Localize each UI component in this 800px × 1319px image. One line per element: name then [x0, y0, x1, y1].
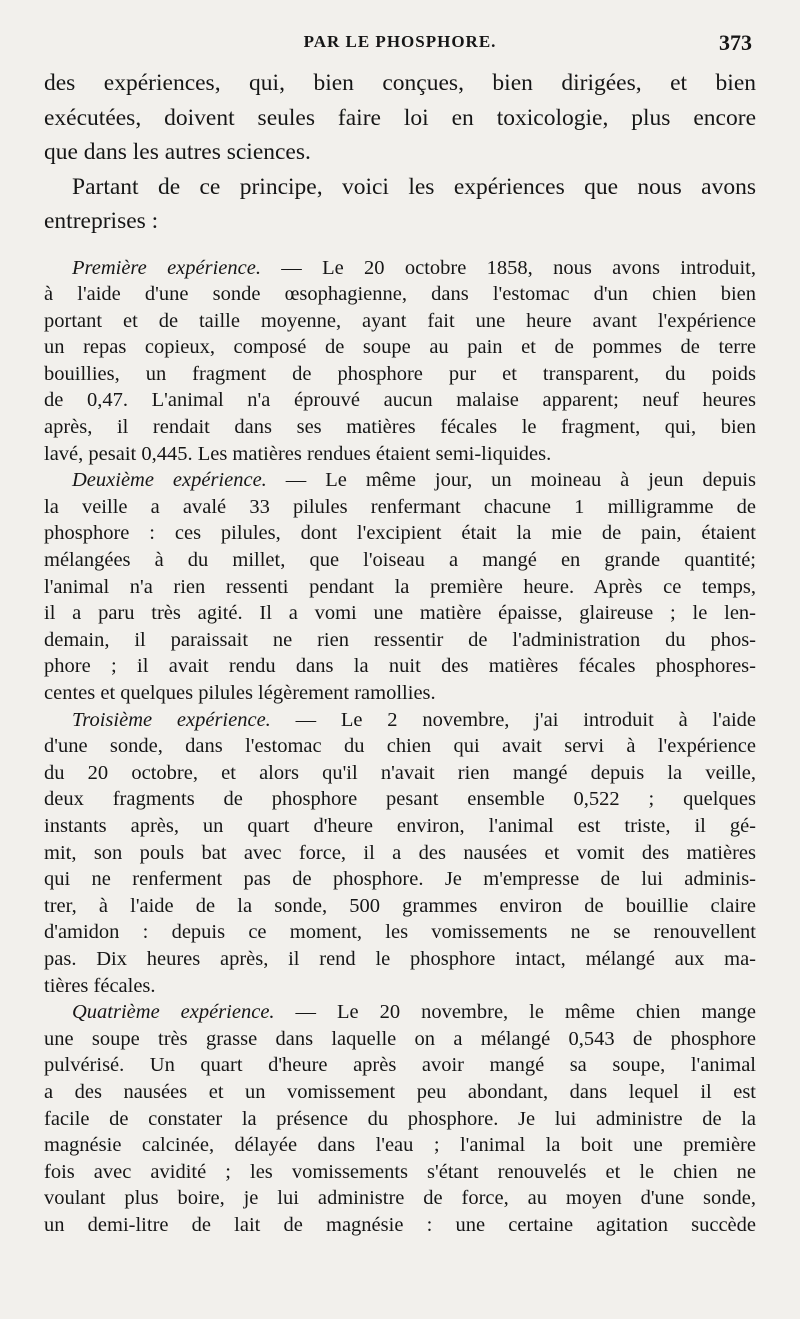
- text-line: magnésie calcinée, délayée dans l'eau ; l'animal la boit une première: [44, 1134, 756, 1157]
- text-line: Partant de ce principe, voici les expériences que nous avons: [72, 173, 756, 200]
- text-line: fois avec avidité ; les vomissements s'étant renouvelés et le chien ne: [44, 1160, 756, 1183]
- text-line: voulant plus boire, je lui administre de force, au moyen d'une sonde,: [44, 1187, 756, 1210]
- intro-paragraph: [44, 66, 756, 170]
- text-line: [44, 999, 756, 1026]
- experiment-lead: — Le 20 octobre 1858, nous avons introduit,: [281, 256, 756, 279]
- text-line: il a paru très agité. Il a vomi une matière épaisse, glaireuse ; le len-: [44, 602, 756, 625]
- text-line: une soupe très grasse dans laquelle on a mélangé 0,543 de phosphore: [44, 1027, 756, 1050]
- text-line: phore ; il avait rendu dans la nuit des matières fécales phosphores-: [44, 655, 756, 678]
- text-line: des expériences, qui, bien conçues, bien dirigées, et bien: [44, 70, 756, 96]
- text-line: mit, son pouls bat avec force, il a des nausées et vomit des matières: [44, 841, 756, 864]
- text-line: portant et de taille moyenne, ayant fait une heure avant l'expérience: [44, 309, 756, 332]
- text-line: un demi-litre de lait de magnésie : une certaine agitation succède: [44, 1213, 756, 1236]
- running-title: PAR LE PHOSPHORE.: [303, 32, 497, 51]
- experiment-2: [44, 467, 756, 706]
- body-text-experiments: [44, 255, 756, 1239]
- text-line: trer, à l'aide de la sonde, 500 grammes environ de bouillie claire: [44, 894, 756, 917]
- text-line: centes et quelques pilules légèrement ramollies.: [44, 682, 436, 704]
- text-line: pulvérisé. Un quart d'heure après avoir mangé sa soupe, l'animal: [44, 1054, 756, 1077]
- text-line: d'amidon : depuis ce moment, les vomissements ne se renouvellent: [44, 921, 756, 944]
- text-line: l'animal n'a rien ressenti pendant la première heure. Après ce temps,: [44, 575, 756, 598]
- text-line: mélangées à du millet, que l'oiseau a mangé en grande quantité;: [44, 549, 756, 572]
- text-line: demain, il paraissait ne rien ressentir de l'administration du phos-: [44, 628, 756, 651]
- text-line: instants après, un quart d'heure environ, l'animal est triste, il gé-: [44, 814, 756, 837]
- paragraph-gap: [44, 239, 756, 255]
- experiment-title: Troisième expérience.: [72, 708, 271, 731]
- experiment-lead: — Le même jour, un moineau à jeun depuis: [285, 469, 756, 492]
- text-line: après, il rendait dans ses matières fécales le fragment, qui, bien: [44, 416, 756, 439]
- text-line: a des nausées et un vomissement peu abondant, dans lequel il est: [44, 1080, 756, 1103]
- experiment-3: [44, 707, 756, 1000]
- text-line: [44, 255, 756, 282]
- text-line: la veille a avalé 33 pilules renfermant chacune 1 milligramme de: [44, 495, 756, 518]
- experiment-title: Deuxième expérience.: [72, 469, 267, 492]
- text-line: bouillies, un fragment de phosphore pur et transparent, du poids: [44, 362, 756, 385]
- experiment-1: [44, 255, 756, 468]
- experiment-4: [44, 999, 756, 1238]
- experiment-title: Première expérience.: [72, 256, 261, 279]
- text-line: entreprises :: [44, 208, 159, 234]
- text-line: d'une sonde, dans l'estomac du chien qui avait servi à l'expérience: [44, 735, 756, 758]
- text-line: deux fragments de phosphore pesant ensemble 0,522 ; quelques: [44, 788, 756, 811]
- text-line: à l'aide d'une sonde œsophagienne, dans l'estomac d'un chien bien: [44, 283, 756, 306]
- running-head: [44, 20, 756, 66]
- body-text-upper: [44, 66, 756, 239]
- experiment-lead: — Le 20 novembre, le même chien mange: [295, 1001, 756, 1024]
- experiment-lead: — Le 2 novembre, j'ai introduit à l'aide: [295, 708, 756, 731]
- text-line: [44, 467, 756, 494]
- principle-paragraph: [44, 170, 756, 239]
- text-line: lavé, pesait 0,445. Les matières rendues étaient semi-liquides.: [44, 442, 552, 465]
- text-line: [44, 707, 756, 734]
- text-line: phosphore : ces pilules, dont l'excipient était la mie de pain, étaient: [44, 522, 756, 545]
- text-line: un repas copieux, composé de soupe au pain et de pommes de terre: [44, 336, 756, 359]
- text-line: exécutées, doivent seules faire loi en toxicologie, plus encore: [44, 104, 756, 131]
- page-number: 373: [719, 30, 752, 55]
- text-line: du 20 octobre, et alors qu'il n'avait rien mangé depuis la veille,: [44, 761, 756, 784]
- text-line: tières fécales.: [44, 974, 156, 997]
- text-line: facile de constater la présence du phosphore. Je lui administre de la: [44, 1107, 756, 1130]
- text-line: qui ne renferment pas de phosphore. Je m'empresse de lui adminis-: [44, 868, 756, 891]
- experiment-title: Quatrième expérience.: [72, 1001, 275, 1024]
- text-line: pas. Dix heures après, il rend le phosphore intact, mélangé aux ma-: [44, 947, 756, 970]
- text-line: de 0,47. L'animal n'a éprouvé aucun malaise apparent; neuf heures: [44, 389, 756, 412]
- text-line: que dans les autres sciences.: [44, 139, 311, 165]
